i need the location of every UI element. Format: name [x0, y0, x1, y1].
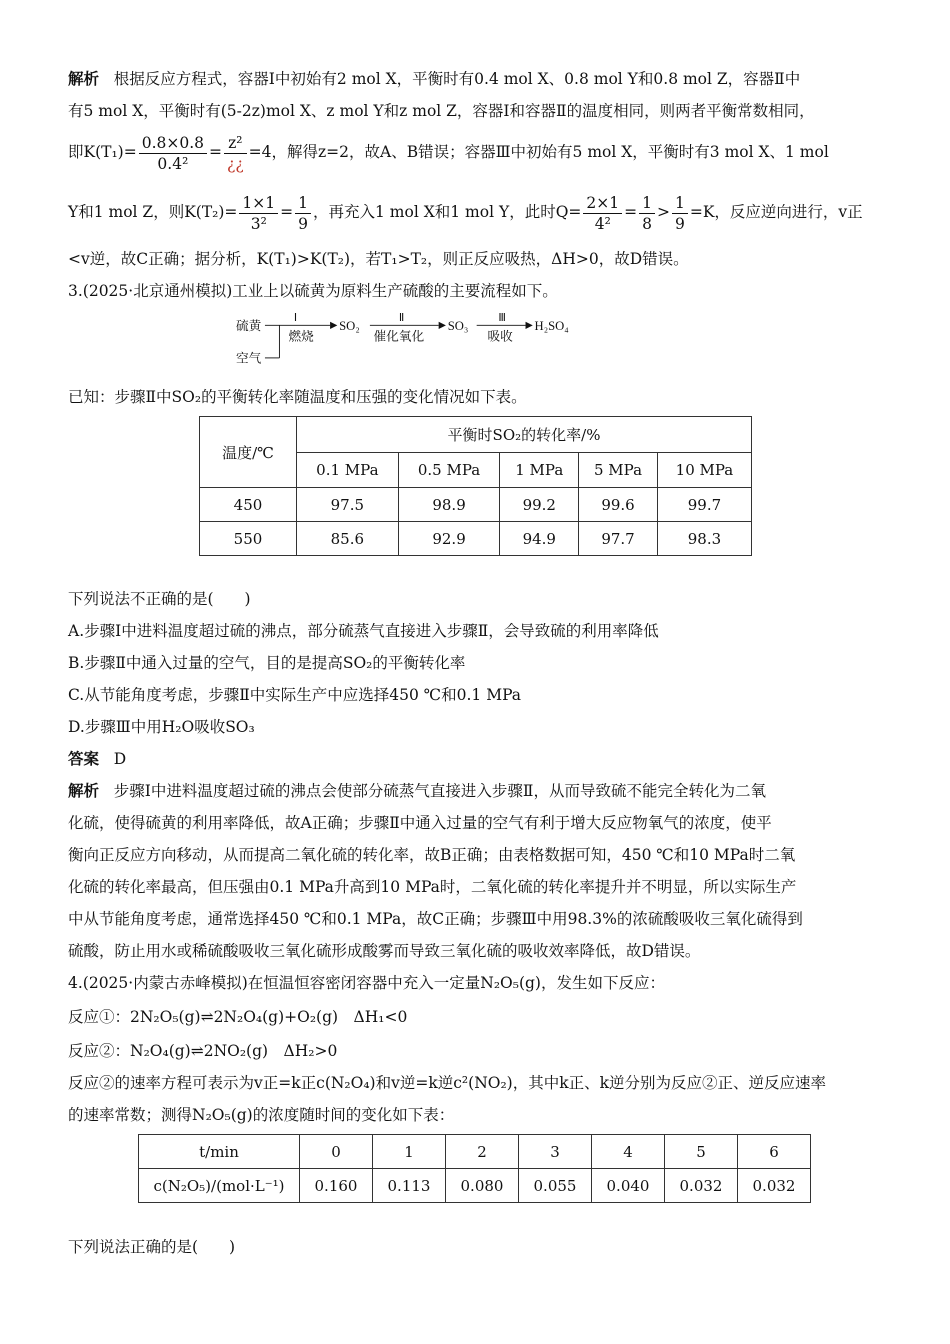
table-header-pressure: 0.1 MPa — [297, 452, 399, 488]
table-header-group: 平衡时SO₂的转化率/% — [297, 417, 752, 453]
fraction-one-ninth: $\frac{1}{9}$ — [295, 193, 311, 234]
q3-analysis-line: 硫酸，防止用水或稀硫酸吸收三氧化硫形成酸雾而导致三氧化硫的吸收效率降低，故D错误。 — [68, 942, 701, 960]
n2o5-concentration-table — [138, 1134, 811, 1203]
fraction-one-ninth-2: $\frac{1}{9}$ — [672, 193, 688, 234]
flow-air: 空气 — [236, 351, 262, 366]
q3-stem: 3.(2025·北京通州模拟)工业上以硫黄为原料生产硫酸的主要流程如下。 — [68, 282, 558, 300]
table-header-concentration: c(N₂O₅)/(mol·L⁻¹) — [139, 1169, 300, 1203]
table-row: 550 85.6 92.9 94.9 97.7 98.3 — [200, 522, 752, 556]
fraction-k2: $\frac{1\times 1}{\text{3²}}$ — [239, 193, 278, 234]
q3-analysis-line: 化硫，使得硫黄的利用率降低，故A正确；步骤Ⅱ中通入过量的空气有利于增大反应物氧气的浓度，使平 — [68, 814, 772, 832]
flow-so3: SO₃ — [447, 318, 469, 333]
q4-reaction-2: 反应②：N₂O₄(g)⇌2NO₂(g) ΔH₂>0 — [68, 1042, 338, 1060]
analysis-line-5: <v逆，故C正确；据分析，K(T₁)>K(T₂)，若T₁>T₂，则正反应吸热，ΔH>0，故D错误。 — [68, 250, 689, 268]
q3-option-d: D.步骤Ⅲ中用H₂O吸收SO₃ — [68, 718, 255, 736]
q4-question: 下列说法正确的是( ) — [68, 1238, 236, 1256]
q3-question: 下列说法不正确的是( ) — [68, 590, 251, 608]
table-row: 450 97.5 98.9 99.2 99.6 99.7 — [200, 488, 752, 522]
q4-stem: 4.(2025·内蒙古赤峰模拟)在恒温恒容密闭容器中充入一定量N₂O₅(g)，发生如下反应： — [68, 974, 665, 992]
table-header-pressure: 5 MPa — [579, 452, 658, 488]
table-header-pressure: 10 MPa — [657, 452, 751, 488]
q3-known: 已知：步骤Ⅱ中SO₂的平衡转化率随温度和压强的变化情况如下表。 — [68, 388, 527, 406]
table-row: t/min 0 1 2 3 4 5 6 — [139, 1135, 811, 1169]
svg-text:Ⅲ: Ⅲ — [498, 311, 506, 324]
fraction-one-eighth: $\frac{1}{8}$ — [639, 193, 655, 234]
fraction-k1: $\frac{0.8\times 0.8}{\text{0.4²}}$ — [139, 133, 207, 174]
svg-text:Ⅱ: Ⅱ — [398, 311, 405, 324]
q4-rate-line-1: 反应②的速率方程可表示为v正=k正c(N₂O₄)和v逆=k逆c²(NO₂)，其中k正、k逆分别为反应②正、逆反应速率 — [68, 1074, 827, 1092]
analysis-line-3: 即K(T₁)= $\frac{0.8\times 0.8}{\text{0.4²}}$ = $\frac{\text{z²}}{¿¿}$ =4，解得z=2，故A、B错误；容器Ⅲ中初始有5 mol X，平衡时有3 mol X、1 mol — [68, 133, 829, 173]
fraction-q: $\frac{2\times 1}{\text{4²}}$ — [583, 193, 622, 234]
q3-option-a: A.步骤Ⅰ中进料温度超过硫的沸点，部分硫蒸气直接进入步骤Ⅱ，会导致硫的利用率降低 — [68, 622, 659, 640]
flow-step2-label: 催化氧化 — [373, 329, 425, 344]
q3-analysis-line: 衡向正反应方向移动，从而提高二氧化硫的转化率，故B正确；由表格数据可知，450 ℃和10 MPa时二氧 — [68, 846, 796, 864]
flow-h2so4: H₂SO₄ — [534, 318, 569, 333]
flow-so2: SO₂ — [339, 318, 360, 333]
q3-option-c: C.从节能角度考虑，步骤Ⅱ中实际生产中应选择450 ℃和0.1 MPa — [68, 686, 522, 704]
analysis-label: 解析 — [68, 69, 100, 88]
q4-reaction-1: 反应①：2N₂O₅(g)⇌2N₂O₄(g)+O₂(g) ΔH₁<0 — [68, 1008, 408, 1026]
table-header-temp: 温度/℃ — [200, 417, 297, 488]
analysis-line-1: 解析 根据反应方程式，容器Ⅰ中初始有2 mol X，平衡时有0.4 mol X、0.8 mol Y和0.8 mol Z，容器Ⅱ中 — [68, 69, 801, 88]
q3-option-b: B.步骤Ⅱ中通入过量的空气，目的是提高SO₂的平衡转化率 — [68, 654, 466, 672]
fraction-z: $\frac{\text{z²}}{¿¿}$ — [224, 133, 247, 174]
process-flow-diagram — [236, 308, 616, 368]
q3-analysis-line: 解析 步骤Ⅰ中进料温度超过硫的沸点会使部分硫蒸气直接进入步骤Ⅱ，从而导致硫不能完全转化为二氧 — [68, 781, 766, 800]
q3-analysis-line: 中从节能角度考虑，通常选择450 ℃和0.1 MPa，故C正确；步骤Ⅲ中用98.3%的浓硫酸吸收三氧化硫得到 — [68, 910, 803, 928]
analysis-line-4: Y和1 mol Z，则K(T₂)= $\frac{1\times 1}{\text{3²}}$ = $\frac{1}{9}$ ，再充入1 mol X和1 mol Y，此时Q= $\frac{2\times 1}{\text{4²}}$ = $\frac{1}{8}$ > $\frac{1}{9}$ =K，反应逆向进行，v正 — [68, 193, 863, 233]
table-header-pressure: 0.5 MPa — [398, 452, 500, 488]
flow-step1-label: 燃烧 — [288, 329, 314, 344]
table-row: c(N₂O₅)/(mol·L⁻¹) 0.160 0.113 0.080 0.055 0.040 0.032 0.032 — [139, 1169, 811, 1203]
flow-sulfur: 硫黄 — [236, 318, 262, 333]
table-header-pressure: 1 MPa — [500, 452, 579, 488]
q4-rate-line-2: 的速率常数；测得N₂O₅(g)的浓度随时间的变化如下表： — [68, 1106, 455, 1124]
flow-step3-label: 吸收 — [487, 329, 513, 344]
so2-conversion-table — [199, 416, 752, 556]
q3-analysis-line: 化硫的转化率最高，但压强由0.1 MPa升高到10 MPa时，二氧化硫的转化率提升并不明显，所以实际生产 — [68, 878, 797, 896]
svg-text:Ⅰ: Ⅰ — [293, 311, 298, 324]
analysis-line-2: 有5 mol X，平衡时有(5-2z)mol X、z mol Y和z mol Z，容器Ⅰ和容器Ⅱ的温度相同，则两者平衡常数相同， — [68, 102, 815, 120]
q3-answer: 答案 D — [68, 749, 127, 768]
table-header-time: t/min — [139, 1135, 300, 1169]
